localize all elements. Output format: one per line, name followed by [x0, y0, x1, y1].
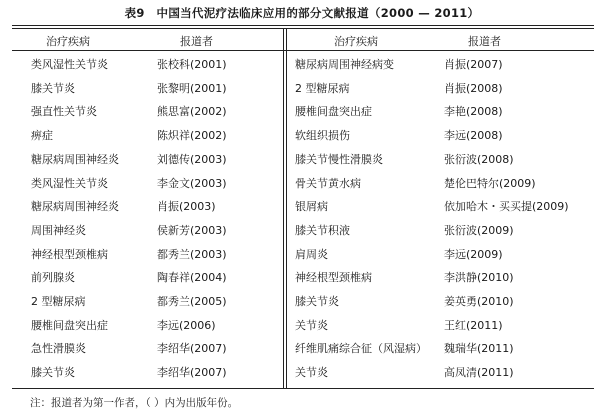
table-cell-left-reporter: 李金文(2003)	[157, 176, 227, 190]
table-cell-right-reporter: 依加哈木・买买提(2009)	[444, 200, 569, 214]
table-cell-right-reporter: 李洪静(2010)	[444, 271, 514, 285]
table-cell-left-disease: 前列腺炎	[31, 271, 75, 285]
bottom-rule	[12, 388, 594, 389]
table-cell-left-reporter: 李绍华(2007)	[157, 366, 227, 380]
table-cell-left-reporter: 陈炽祥(2002)	[157, 129, 227, 143]
table-cell-left-disease: 痹症	[31, 129, 53, 143]
table-cell-left-reporter: 熊思富(2002)	[157, 105, 227, 119]
table-cell-right-disease: 膝关节慢性滑膜炎	[295, 152, 383, 166]
table-note: 注：报道者为第一作者，（ ）内为出版年份。	[30, 397, 239, 409]
table-cell-right-disease: 关节炎	[295, 366, 328, 380]
header-disease-right: 治疗疾病	[334, 35, 378, 48]
table-cell-right-disease: 神经根型颈椎病	[295, 271, 372, 285]
table-cell-right-reporter: 张衍波(2008)	[444, 152, 514, 166]
table-cell-left-disease: 强直性关节炎	[31, 105, 97, 119]
table-cell-right-reporter: 李远(2009)	[444, 247, 503, 261]
table-title: 表9 中国当代泥疗法临床应用的部分文献报道（2000 — 2011）	[124, 6, 480, 20]
table-cell-right-reporter: 魏瑞华(2011)	[444, 342, 514, 356]
table-cell-right-disease: 2 型糖尿病	[295, 81, 350, 95]
table-cell-right-reporter: 张衍波(2009)	[444, 223, 514, 237]
table-cell-right-disease: 膝关节积液	[295, 223, 350, 237]
table-cell-left-reporter: 陶春祥(2004)	[157, 271, 227, 285]
table-cell-left-disease: 急性滑膜炎	[31, 342, 86, 356]
table-cell-right-disease: 软组织损伤	[295, 129, 350, 143]
header-disease-left: 治疗疾病	[46, 35, 90, 48]
table-cell-left-reporter: 李远(2006)	[157, 318, 216, 332]
table-cell-right-reporter: 李艳(2008)	[444, 105, 503, 119]
table-cell-right-disease: 肩周炎	[295, 247, 328, 261]
table-cell-right-reporter: 李远(2008)	[444, 129, 503, 143]
table-cell-right-disease: 骨关节黄水病	[295, 176, 361, 190]
table-cell-left-reporter: 张校科(2001)	[157, 58, 227, 71]
column-divider	[283, 28, 284, 388]
header-reporter-left: 报道者	[180, 35, 213, 48]
table-cell-right-reporter: 肖振(2008)	[444, 81, 503, 95]
table-cell-left-disease: 膝关节炎	[31, 81, 75, 95]
table-cell-right-reporter: 王红(2011)	[444, 318, 503, 332]
table-cell-right-disease: 腰椎间盘突出症	[295, 105, 372, 119]
table-cell-left-reporter: 侯新芳(2003)	[157, 223, 227, 237]
table-cell-left-disease: 神经根型颈椎病	[31, 247, 108, 261]
table-cell-left-disease: 糖尿病周围神经炎	[31, 200, 119, 214]
table-cell-right-disease: 关节炎	[295, 318, 328, 332]
table-cell-left-disease: 周围神经炎	[31, 223, 86, 237]
top-rule	[12, 25, 594, 26]
header-rule	[12, 50, 594, 51]
table-cell-right-disease: 糖尿病周围神经病变	[295, 58, 394, 71]
table-cell-left-disease: 类风湿性关节炎	[31, 58, 108, 71]
table-cell-left-reporter: 李绍华(2007)	[157, 342, 227, 356]
table-cell-left-reporter: 张黎明(2001)	[157, 81, 227, 95]
table-cell-right-reporter: 姜英勇(2010)	[444, 295, 514, 308]
table-cell-left-disease: 腰椎间盘突出症	[31, 318, 108, 332]
header-reporter-right: 报道者	[468, 35, 501, 48]
table-cell-right-disease: 纤维肌痛综合征（风湿病）	[295, 342, 427, 356]
table-cell-left-reporter: 都秀兰(2005)	[157, 295, 227, 308]
table-cell-right-disease: 膝关节炎	[295, 295, 339, 308]
table-cell-left-reporter: 都秀兰(2003)	[157, 247, 227, 261]
table-cell-left-disease: 2 型糖尿病	[31, 295, 86, 308]
table-cell-right-reporter: 肖振(2007)	[444, 58, 503, 71]
table-cell-left-disease: 膝关节炎	[31, 366, 75, 380]
table-cell-right-reporter: 楚伦巴特尔(2009)	[444, 176, 536, 190]
table-cell-left-reporter: 刘德传(2003)	[157, 152, 227, 166]
table-cell-right-disease: 银屑病	[295, 200, 328, 214]
table-cell-left-disease: 类风湿性关节炎	[31, 176, 108, 190]
table-cell-left-reporter: 肖振(2003)	[157, 200, 216, 214]
top-rule-inner	[12, 28, 594, 29]
column-divider-inner	[286, 28, 287, 388]
table-cell-right-reporter: 高凤清(2011)	[444, 366, 514, 380]
table-cell-left-disease: 糖尿病周围神经炎	[31, 152, 119, 166]
